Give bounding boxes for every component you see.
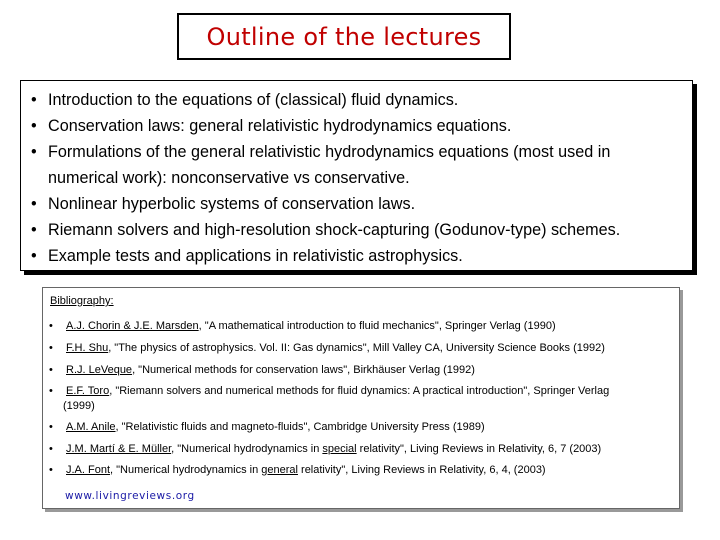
topics-box [20,80,693,271]
reference-item [43,420,677,435]
reference-emphasis: general [261,464,298,476]
topic-continuation-text: numerical work): nonconservative vs conservative. [48,169,410,187]
topic-item: • Riemann solvers and high-resolution shock-capturing (Godunov-type) schemes. [21,217,692,243]
topic-item: • Formulations of the general relativistic hydrodynamics equations (most used in [21,139,692,165]
reference-item [43,319,677,334]
slide-title: Outline of the lectures [206,22,482,51]
topic-item: • Example tests and applications in relativistic astrophysics. [21,243,692,269]
reference-author[interactable]: A.J. Chorin & J.E. Marsden [66,320,199,332]
reference-author[interactable]: R.J. LeVeque [66,364,133,376]
reference-item [43,363,677,378]
reference-text: , "Relativistic fluids and magneto-fluids", Cambridge University Press (1989) [115,421,485,433]
reference-text: , "Numerical methods for conservation laws", Birkhäuser Verlag (1992) [132,364,475,376]
reference-author[interactable]: J.M. Martí & E. Müller [66,443,172,455]
reference-item [43,442,677,457]
reference-emphasis: special [322,443,357,455]
reference-author[interactable]: A.M. Anile [66,421,116,433]
reference-continuation: (1999) [63,400,95,412]
reference-text: , "Numerical hydrodynamics in [171,443,323,455]
reference-author[interactable]: F.H. Shu [66,342,109,354]
reference-text: , "Numerical hydrodynamics in [110,464,262,476]
bibliography-box [42,287,680,509]
living-reviews-link[interactable]: www.livingreviews.org [65,490,195,502]
reference-item [43,384,677,414]
reference-text: , "The physics of astrophysics. Vol. II: Gas dynamics", Mill Valley CA, University Science Books (1992) [108,342,605,354]
reference-text: relativity", Living Reviews in Relativity, 6, 7 (2003) [356,443,602,455]
reference-item [43,463,677,478]
reference-text: , "Riemann solvers and numerical methods for fluid dynamics: A practical introduction", Springer Verlag [109,385,610,397]
topics-list [21,87,692,269]
reference-item [43,341,677,356]
title-box [177,13,511,60]
reference-author[interactable]: E.F. Toro [66,385,110,397]
topic-item: • Conservation laws: general relativistic hydrodynamics equations. [21,113,692,139]
bibliography-heading: Bibliography: [50,295,114,307]
reference-text: , "A mathematical introduction to fluid mechanics", Springer Verlag (1990) [198,320,556,332]
reference-author[interactable]: J.A. Font [66,464,111,476]
topic-item-continuation [21,165,692,191]
reference-text: relativity", Living Reviews in Relativity, 6, 4, (2003) [297,464,546,476]
topic-item: • Introduction to the equations of (classical) fluid dynamics. [21,87,692,113]
topic-item: • Nonlinear hyperbolic systems of conservation laws. [21,191,692,217]
